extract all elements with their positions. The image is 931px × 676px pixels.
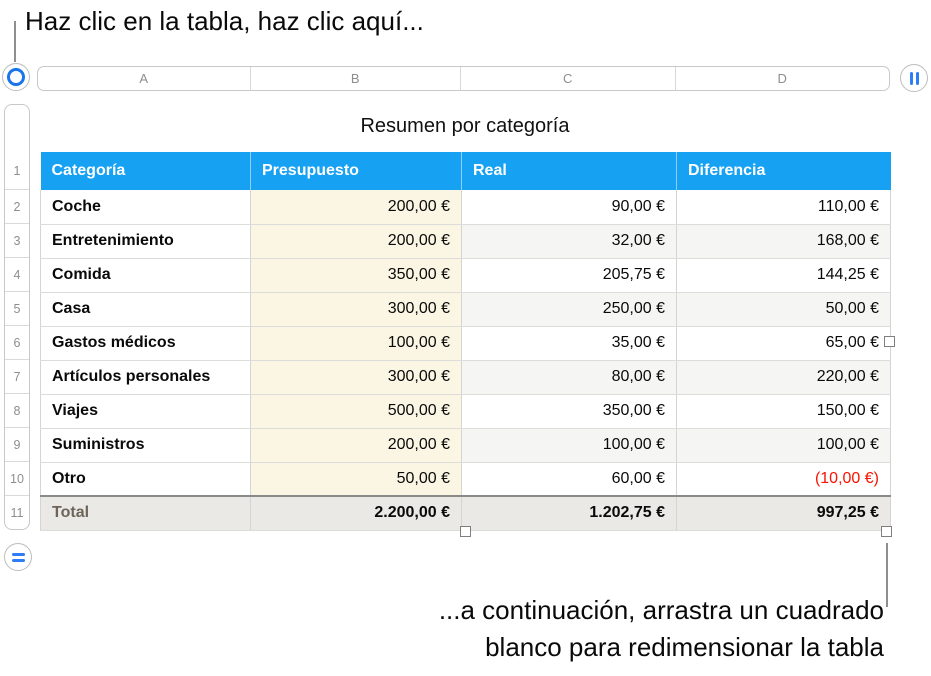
cell-diferencia-negative[interactable]: (10,00 €)	[677, 462, 891, 496]
row-tab-3[interactable]: 3	[5, 223, 29, 257]
column-letter: C	[563, 71, 573, 86]
cell-presupuesto[interactable]: 500,00 €	[251, 394, 462, 428]
row-tab-5[interactable]: 5	[5, 291, 29, 325]
cell-total-presupuesto[interactable]: 2.200,00 €	[251, 496, 462, 530]
cell-category[interactable]: Artículos personales	[41, 360, 251, 394]
cell-real[interactable]: 205,75 €	[462, 258, 677, 292]
column-tab-b[interactable]	[251, 67, 462, 90]
cell-diferencia[interactable]: 168,00 €	[677, 224, 891, 258]
table-row	[41, 360, 891, 394]
cell-diferencia[interactable]: 100,00 €	[677, 428, 891, 462]
table-select-handle[interactable]	[2, 63, 30, 91]
resize-handle-bottom-right[interactable]	[881, 526, 892, 537]
column-letter: D	[777, 71, 787, 86]
cell-category[interactable]: Suministros	[41, 428, 251, 462]
cell-total-label[interactable]: Total	[41, 496, 251, 530]
cell-diferencia[interactable]: 150,00 €	[677, 394, 891, 428]
cell-real[interactable]: 32,00 €	[462, 224, 677, 258]
cell-diferencia[interactable]: 220,00 €	[677, 360, 891, 394]
table-row	[41, 224, 891, 258]
cell-presupuesto[interactable]: 300,00 €	[251, 360, 462, 394]
cell-diferencia[interactable]: 50,00 €	[677, 292, 891, 326]
row-tab-11[interactable]: 11	[5, 495, 29, 529]
add-row-icon	[12, 550, 25, 565]
cell-real[interactable]: 35,00 €	[462, 326, 677, 360]
table-header-row	[41, 152, 891, 190]
cell-category[interactable]: Entretenimiento	[41, 224, 251, 258]
table-title[interactable]: Resumen por categoría	[360, 115, 570, 137]
table-row	[41, 462, 891, 496]
table-row	[41, 292, 891, 326]
cell-total-diferencia[interactable]: 997,25 €	[677, 496, 891, 530]
cell-presupuesto[interactable]: 300,00 €	[251, 292, 462, 326]
cell-presupuesto[interactable]: 200,00 €	[251, 190, 462, 224]
cell-category[interactable]: Comida	[41, 258, 251, 292]
row-tab-9[interactable]: 9	[5, 427, 29, 461]
cell-presupuesto[interactable]: 200,00 €	[251, 428, 462, 462]
header-presupuesto[interactable]: Presupuesto	[251, 152, 462, 190]
callout-top-line	[14, 21, 16, 62]
callout-bottom-text	[439, 592, 884, 666]
header-diferencia[interactable]: Diferencia	[677, 152, 891, 190]
cell-diferencia[interactable]: 65,00 €	[677, 326, 891, 360]
cell-category[interactable]: Otro	[41, 462, 251, 496]
row-tab-8[interactable]: 8	[5, 393, 29, 427]
cell-category[interactable]: Casa	[41, 292, 251, 326]
table-total-row	[41, 496, 891, 530]
cell-category[interactable]: Viajes	[41, 394, 251, 428]
cell-presupuesto[interactable]: 100,00 €	[251, 326, 462, 360]
row-tab-6[interactable]: 6	[5, 325, 29, 359]
row-tab-1[interactable]: 1	[13, 163, 21, 178]
callout-top-text: Haz clic en la tabla, haz clic aquí...	[25, 6, 424, 36]
cell-category[interactable]: Coche	[41, 190, 251, 224]
table-row	[41, 190, 891, 224]
cell-real[interactable]: 250,00 €	[462, 292, 677, 326]
table-row	[41, 326, 891, 360]
column-reference-bar	[37, 66, 890, 91]
header-categoria[interactable]: Categoría	[41, 152, 251, 190]
add-column-handle[interactable]	[900, 64, 928, 92]
callout-bottom-line2: blanco para redimensionar la tabla	[485, 632, 884, 662]
column-tab-c[interactable]	[461, 67, 676, 90]
row-bar-spacer	[5, 105, 29, 152]
cell-real[interactable]: 80,00 €	[462, 360, 677, 394]
table-row	[41, 258, 891, 292]
column-tab-a[interactable]	[38, 67, 251, 90]
cell-real[interactable]: 60,00 €	[462, 462, 677, 496]
callout-bottom-line	[886, 543, 888, 607]
row-tab-4[interactable]: 4	[5, 257, 29, 291]
cell-presupuesto[interactable]: 200,00 €	[251, 224, 462, 258]
column-tab-d[interactable]	[676, 67, 890, 90]
table-row	[41, 428, 891, 462]
callout-bottom-line1: ...a continuación, arrastra un cuadrado	[438, 595, 884, 625]
row-tab-2[interactable]: 2	[5, 189, 29, 223]
cell-real[interactable]: 350,00 €	[462, 394, 677, 428]
row-tab-7[interactable]: 7	[5, 359, 29, 393]
header-real[interactable]: Real	[462, 152, 677, 190]
cell-diferencia[interactable]: 110,00 €	[677, 190, 891, 224]
cell-presupuesto[interactable]: 50,00 €	[251, 462, 462, 496]
resize-handle-right[interactable]	[884, 336, 895, 347]
budget-table	[40, 152, 891, 531]
cell-total-real[interactable]: 1.202,75 €	[462, 496, 677, 530]
cell-real[interactable]: 90,00 €	[462, 190, 677, 224]
add-row-handle[interactable]	[4, 543, 32, 571]
cell-diferencia[interactable]: 144,25 €	[677, 258, 891, 292]
resize-handle-bottom[interactable]	[460, 526, 471, 537]
cell-category[interactable]: Gastos médicos	[41, 326, 251, 360]
cell-presupuesto[interactable]: 350,00 €	[251, 258, 462, 292]
cell-real[interactable]: 100,00 €	[462, 428, 677, 462]
table-row	[41, 394, 891, 428]
column-letter: B	[350, 71, 360, 86]
table-select-icon	[7, 68, 25, 86]
add-column-icon	[910, 72, 919, 85]
column-letter: A	[139, 71, 149, 86]
row-tab-10[interactable]: 10	[5, 461, 29, 495]
row-reference-bar	[4, 104, 30, 530]
